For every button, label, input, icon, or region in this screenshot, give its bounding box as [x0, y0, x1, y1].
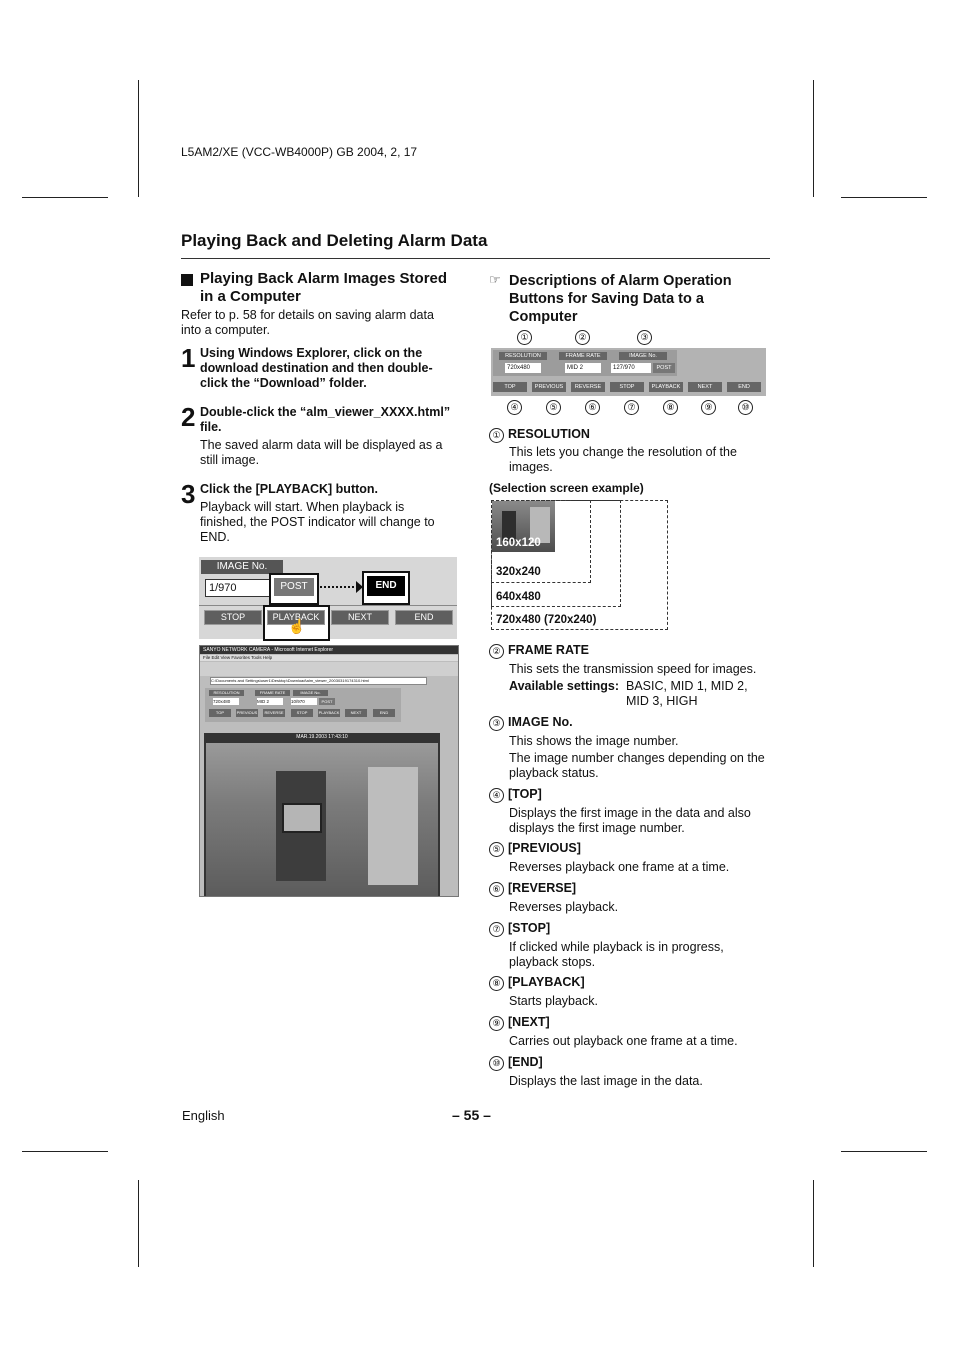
- post-indicator: POST: [653, 363, 675, 373]
- browser-titlebar: SANYO NETWORK CAMERA - Microsoft Internet Explorer: [200, 646, 459, 654]
- item-text: This lets you change the resolution of the images.: [509, 445, 737, 474]
- callout-2: ②: [575, 330, 590, 345]
- post-indicator: POST: [319, 698, 335, 705]
- browser-screenshot: [199, 645, 459, 897]
- img-no-field: 10/970: [291, 698, 317, 705]
- next-button[interactable]: NEXT: [331, 610, 389, 625]
- playback-button[interactable]: PLAYBACK: [318, 710, 340, 715]
- crop-mark: [813, 1180, 814, 1267]
- top-button[interactable]: TOP: [493, 382, 527, 392]
- image-no-label: IMAGE No.: [201, 560, 283, 574]
- crop-mark: [813, 80, 814, 197]
- item-heading: [STOP]: [508, 921, 551, 935]
- item-text: Carries out playback one frame at a time.: [509, 1034, 738, 1048]
- callout-10: ⑩: [738, 400, 753, 415]
- item-text: Starts playback.: [509, 994, 598, 1008]
- callout-5: ⑤: [546, 400, 561, 415]
- item-text-2: The image number changes depending on the playback status.: [509, 751, 765, 780]
- item-text: Displays the last image in the data.: [509, 1074, 703, 1088]
- item-heading: RESOLUTION: [508, 427, 590, 441]
- panel-label: FRAME RATE: [255, 690, 290, 696]
- browser-address[interactable]: C:\Documents and Settings\user1\Desktop\Download\alm_viewer_20030319174310.html: [210, 677, 427, 685]
- left-column: [181, 270, 453, 545]
- item-text: Reverses playback one frame at a time.: [509, 860, 730, 874]
- reverse-button[interactable]: REVERSE: [264, 710, 284, 715]
- step-number: 3: [181, 479, 196, 509]
- step-body: Playback will start. When playback is finished, the POST indicator will change to END.: [200, 500, 435, 544]
- previous-button[interactable]: PREVIOUS: [532, 382, 566, 392]
- item-text: This sets the transmission speed for images.: [509, 662, 757, 676]
- crop-mark: [841, 1151, 927, 1152]
- stop-button[interactable]: STOP: [204, 610, 262, 625]
- end-label: END: [367, 576, 405, 596]
- res-label-640: 640x480: [496, 591, 541, 603]
- browser-menubar: File Edit View Favorites Tools Help: [200, 655, 459, 661]
- item-top: [489, 787, 774, 836]
- reverse-button[interactable]: REVERSE: [571, 382, 605, 392]
- item-playback: [489, 975, 774, 1009]
- item-heading: [END]: [508, 1055, 543, 1069]
- res-label-320: 320x240: [496, 566, 541, 578]
- selection-heading: (Selection screen example): [489, 481, 644, 495]
- item-heading: [REVERSE]: [508, 881, 577, 895]
- playback-button[interactable]: PLAYBACK: [649, 382, 683, 392]
- callout-7: ⑦: [624, 400, 639, 415]
- step-1: [181, 343, 453, 391]
- item-number: ①: [489, 428, 504, 443]
- item-end: [489, 1055, 774, 1089]
- playback-button[interactable]: PLAYBACK: [267, 610, 325, 625]
- viewer-panel: [205, 688, 401, 722]
- item-heading: FRAME RATE: [508, 643, 590, 657]
- item-heading: [NEXT]: [508, 1015, 550, 1029]
- page-title: Playing Back and Deleting Alarm Data: [181, 231, 488, 250]
- print-header: L5AM2/XE (VCC-WB4000P) GB 2004, 2, 17: [181, 145, 418, 159]
- camera-image: [206, 743, 438, 896]
- resolution-label: RESOLUTION: [499, 352, 547, 360]
- resolution-select[interactable]: 720x480: [505, 363, 541, 373]
- image-no-label: IMAGE No.: [619, 352, 667, 360]
- item-number: ⑦: [489, 922, 504, 937]
- cabinet-shape: [368, 767, 418, 885]
- item-number: ⑤: [489, 842, 504, 857]
- item-heading: IMAGE No.: [508, 715, 573, 729]
- res-label-160: 160x120: [496, 537, 541, 549]
- item-number: ⑩: [489, 1056, 504, 1071]
- end-button[interactable]: END: [727, 382, 761, 392]
- item-heading: [PLAYBACK]: [508, 975, 585, 989]
- item-number: ⑥: [489, 882, 504, 897]
- res-label-720: 720x480 (720x240): [496, 614, 597, 626]
- stop-button[interactable]: STOP: [291, 709, 313, 717]
- playback-controls-screenshot: [199, 557, 457, 639]
- item-text: If clicked while playback is in progress, playback stops.: [509, 940, 724, 969]
- callout-9: ⑨: [701, 400, 716, 415]
- crop-mark: [841, 197, 927, 198]
- rate-select[interactable]: MID 2: [257, 698, 283, 705]
- available-values: BASIC, MID 1, MID 2, MID 3, HIGH: [626, 679, 748, 708]
- item-number: ③: [489, 716, 504, 731]
- next-button[interactable]: NEXT: [688, 382, 722, 392]
- top-button[interactable]: TOP: [209, 709, 231, 717]
- frame-rate-select[interactable]: MID 2: [565, 363, 601, 373]
- item-number: ②: [489, 644, 504, 659]
- item-heading: [PREVIOUS]: [508, 841, 581, 855]
- browser-toolbar: [200, 662, 458, 676]
- crop-mark: [22, 1151, 108, 1152]
- image-no-field: 127/970: [611, 363, 651, 373]
- item-next: [489, 1015, 774, 1049]
- item-previous: [489, 841, 774, 875]
- step-heading: Click the [PLAYBACK] button.: [200, 482, 379, 496]
- step-3: [181, 479, 453, 545]
- res-select[interactable]: 720x480: [213, 698, 239, 705]
- title-rule: [181, 258, 770, 259]
- step-heading: Double-click the “alm_viewer_XXXX.html” file.: [200, 405, 451, 434]
- callout-6: ⑥: [585, 400, 600, 415]
- item-text: Reverses playback.: [509, 900, 619, 914]
- pointing-hand-icon: ☞: [489, 272, 501, 287]
- item-text: This shows the image number.: [509, 734, 679, 748]
- image-frame: [204, 733, 440, 896]
- intro-text: Refer to p. 58 for details on saving alarm data into a computer.: [181, 308, 434, 337]
- callout-4: ④: [507, 400, 522, 415]
- crop-mark: [138, 1180, 139, 1267]
- post-label: POST: [274, 578, 314, 596]
- step-body: The saved alarm data will be displayed as a still image.: [200, 438, 443, 467]
- step-heading: Using Windows Explorer, click on the download destination and then double-click the “Download” folder.: [200, 346, 433, 390]
- previous-button[interactable]: PREVIOUS: [236, 710, 258, 715]
- item-heading: [TOP]: [508, 787, 542, 801]
- end-button[interactable]: END: [373, 709, 395, 717]
- item-stop: [489, 921, 774, 970]
- step-number: 2: [181, 402, 196, 432]
- callout-1: ①: [517, 330, 532, 345]
- panel-label: RESOLUTION: [209, 690, 244, 696]
- panel-label: IMAGE No.: [293, 690, 328, 696]
- item-text: Displays the first image in the data and also displays the first image number.: [509, 806, 751, 835]
- left-section-heading: Playing Back Alarm Images Stored in a Computer: [181, 270, 453, 306]
- callout-8: ⑧: [663, 400, 678, 415]
- crop-mark: [138, 80, 139, 197]
- item-frame-rate: [489, 643, 774, 708]
- stop-button[interactable]: STOP: [610, 382, 644, 392]
- timestamp: MAR.19.2003 17:43:10: [296, 734, 348, 740]
- item-number: ⑧: [489, 976, 504, 991]
- hand-cursor-icon: ☝: [288, 618, 306, 634]
- page-number: – 55 –: [452, 1107, 491, 1123]
- item-number: ④: [489, 788, 504, 803]
- callout-3: ③: [637, 330, 652, 345]
- step-2: [181, 402, 453, 468]
- step-number: 1: [181, 343, 196, 373]
- end-button[interactable]: END: [395, 610, 453, 625]
- next-button[interactable]: NEXT: [345, 709, 367, 717]
- item-image-no: [489, 715, 774, 781]
- post-indicator: [269, 573, 319, 605]
- item-reverse: [489, 881, 774, 915]
- operation-panel: [491, 348, 766, 396]
- item-resolution: [489, 427, 774, 475]
- end-indicator: [362, 571, 410, 605]
- frame-rate-label: FRAME RATE: [559, 352, 607, 360]
- item-number: ⑨: [489, 1016, 504, 1031]
- crop-mark: [22, 197, 108, 198]
- available-label: Available settings:: [509, 679, 619, 693]
- right-section-heading: ☞ Descriptions of Alarm Operation Buttons for Saving Data to a Computer: [489, 272, 732, 325]
- image-no-field: 1/970: [205, 579, 270, 597]
- available-settings: [489, 679, 774, 708]
- arrow: [320, 586, 358, 588]
- monitor-shape: [282, 803, 322, 833]
- footer-language: English: [182, 1108, 225, 1123]
- square-bullet-icon: [181, 274, 193, 286]
